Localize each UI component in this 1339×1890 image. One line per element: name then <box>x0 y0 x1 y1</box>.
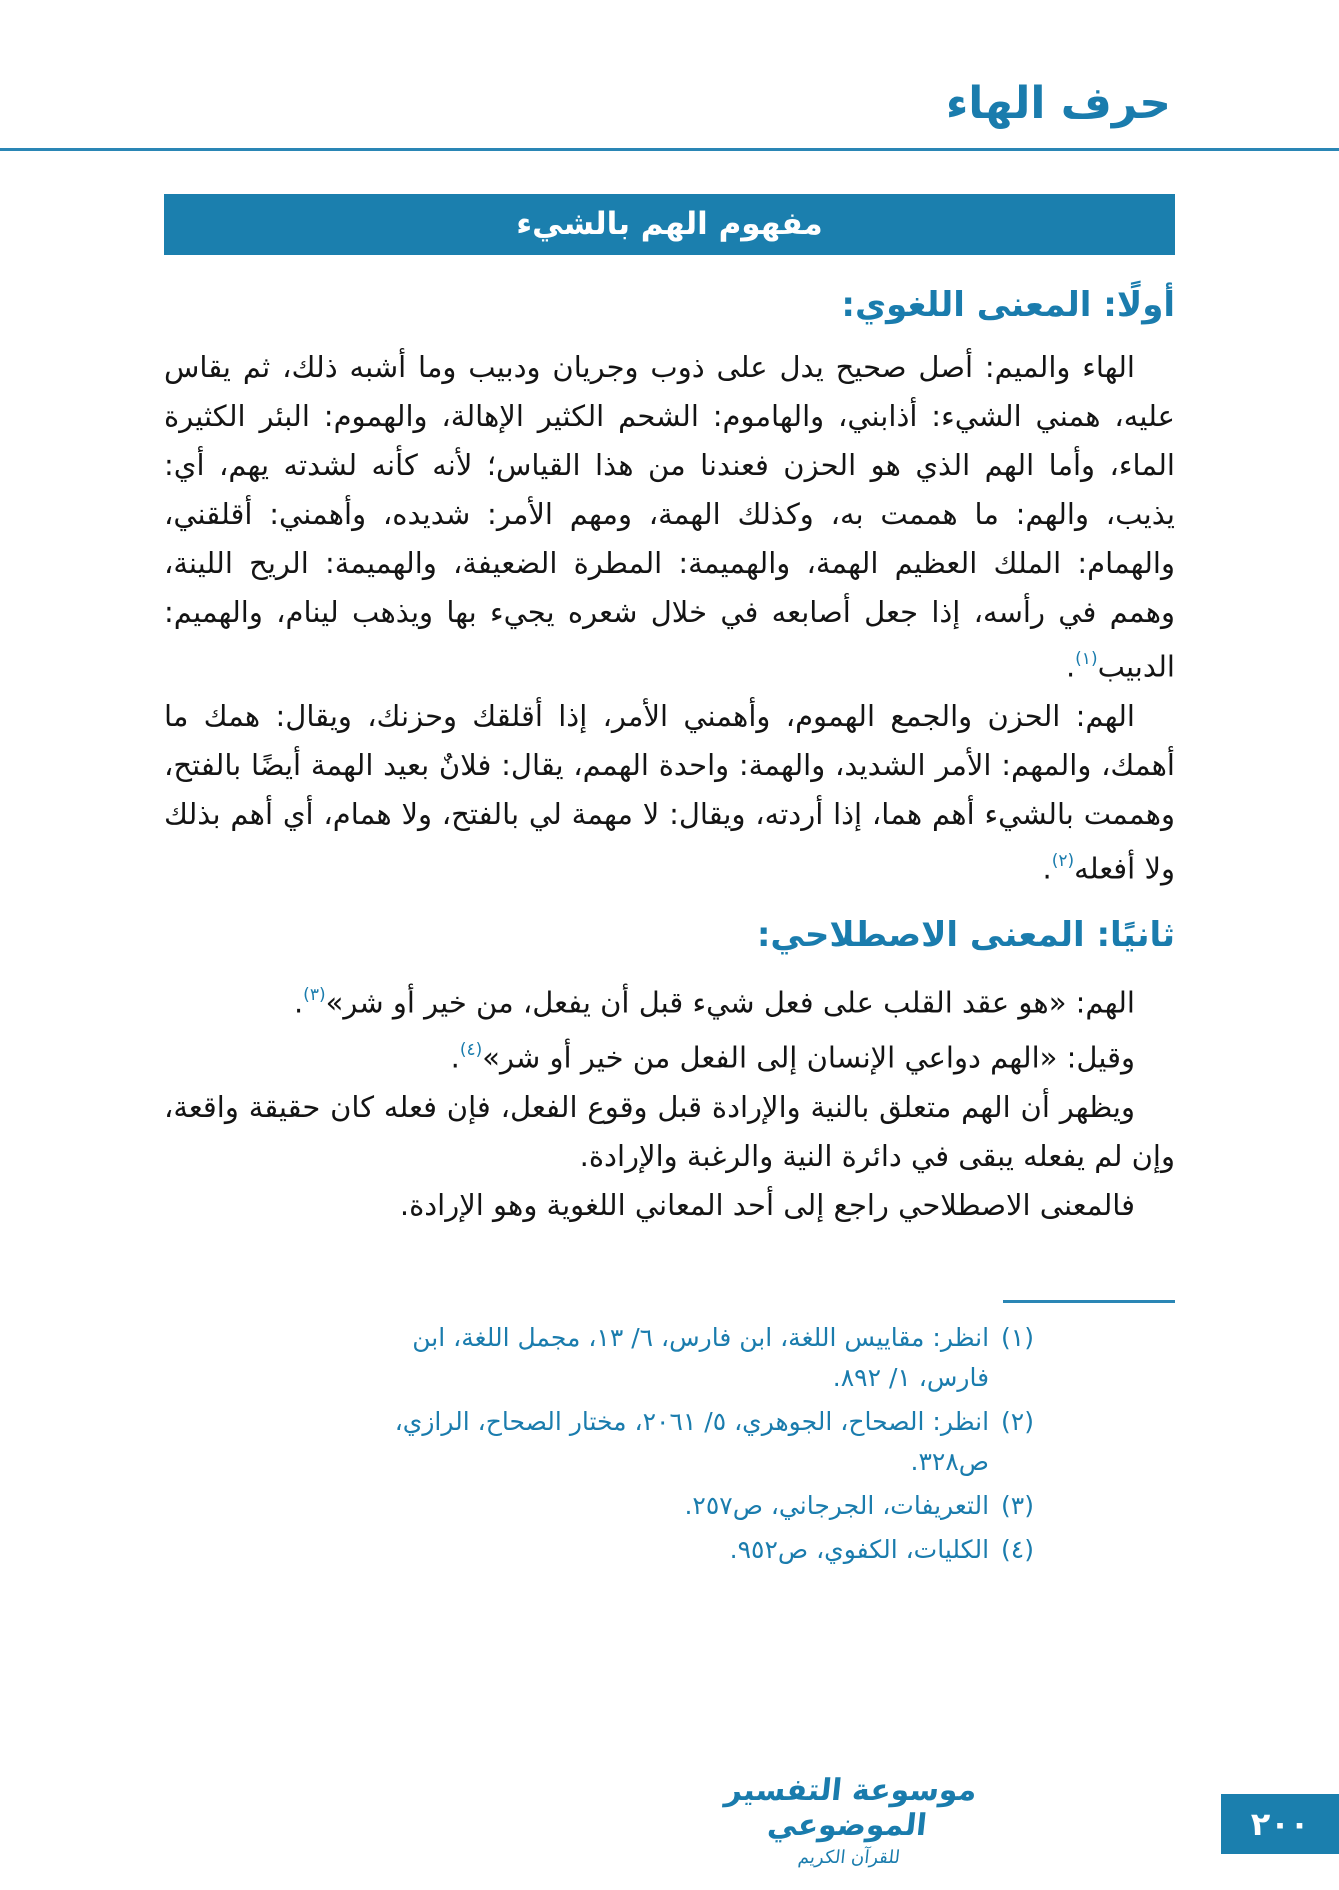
footnote-text: التعريفات، الجرجاني، ص٢٥٧. <box>684 1491 990 1520</box>
paragraph-commentary: ويظهر أن الهم متعلق بالنية والإرادة قبل وقوع الفعل، فإن فعله كان حقيقة واقعة، وإن لم يفعله يبقى في دائرة النية والرغبة والإرادة. <box>164 1089 1175 1173</box>
heading-terminological-meaning: ثانيًا: المعنى الاصطلاحي: <box>756 915 1175 956</box>
chapter-title: حرف الهاء <box>945 78 1171 129</box>
footnote-number: (٣) <box>1001 1491 1034 1520</box>
paragraph-definition-2 <box>164 1028 1175 1083</box>
page-number: ٢٠٠ <box>1250 1805 1310 1843</box>
footnote-marker-4: (٤) <box>459 1039 483 1060</box>
footnote-text: انظر: مقاييس اللغة، ابن فارس، ٦/ ١٣، مجمل اللغة، ابن فارس، ١/ ٨٩٢. <box>412 1323 990 1392</box>
footnote-text: انظر: الصحاح، الجوهري، ٥/ ٢٠٦١، مختار الصحاح، الرازي، ص٣٢٨. <box>394 1407 990 1476</box>
publisher-logo <box>699 1773 999 1868</box>
paragraph-conclusion: فالمعنى الاصطلاحي راجع إلى أحد المعاني اللغوية وهو الإرادة. <box>399 1187 1135 1222</box>
paragraph-tail: . <box>293 985 304 1020</box>
paragraph-tail: . <box>1042 851 1052 886</box>
footnote-number: (٤) <box>1001 1535 1034 1564</box>
paragraph-text: الهم: الحزن والجمع الهموم، وأهمني الأمر، إذا أقلقك وحزنك، ويقال: همك ما أهمك، والمهم: الأمر الشديد، والهمة: واحدة الهمم، يقال: فلانٌ بعيد الهمة أيضًا بالفتح، وهممت بالشيء أهم هما، إذا أردته، ويقال: لا مهمة لي بالفتح، ولا همام، أي أهم بذلك ولا أفعله <box>164 698 1175 886</box>
paragraph-tail: . <box>1065 649 1076 684</box>
footnote-marker-2: (٢) <box>1051 850 1075 871</box>
footnote-marker-1: (١) <box>1075 649 1098 669</box>
paragraph-lexical-2 <box>164 692 1175 894</box>
paragraph-text: الهاء والميم: أصل صحيح يدل على ذوب وجريان ودبيب وما أشبه ذلك، ثم يقاس عليه، همني الشيء: أذابني، والهاموم: الشحم الكثير الإهالة، والهموم: البئر الكثيرة الماء، وأما الهم الذي هو الحزن فعندنا من هذا القياس؛ لأنه كأنه لشدته يهم، أي: يذيب، والهم: ما هممت به، وكذلك الهمة، ومهم الأمر: شديده، وأهمني: أقلقني، والهمام: الملك العظيم الهمة، والهميمة: المطرة الضعيفة، والهميمة: الريح اللينة، وهمم في رأسه، إذا جعل أصابعه في خلال شعره يجيء بها ويذهب لينام، والهميم: الدبيب <box>164 350 1175 684</box>
footnote-number: (٢) <box>1001 1407 1034 1436</box>
footnote-text: الكليات، الكفوي، ص٩٥٢. <box>729 1535 990 1564</box>
paragraph-text: وقيل: «الهم دواعي الإنسان إلى الفعل من خير أو شر» <box>482 1040 1135 1075</box>
header-divider <box>0 148 1339 151</box>
footnote-divider <box>1003 1300 1175 1303</box>
paragraph-tail: . <box>450 1040 460 1075</box>
paragraph-text: الهم: «هو عقد القلب على فعل شيء قبل أن يفعل، من خير أو شر» <box>325 985 1135 1020</box>
paragraph-definition-1 <box>164 973 1175 1028</box>
section-banner-title: مفهوم الهم بالشيء <box>516 206 823 242</box>
page-content <box>164 194 1175 1230</box>
heading-lexical-meaning: أولًا: المعنى اللغوي: <box>841 285 1175 325</box>
footnote-item-2 <box>345 1402 1034 1482</box>
section-banner <box>164 194 1175 255</box>
page-number-badge <box>1221 1794 1339 1854</box>
footnote-marker-3: (٣) <box>303 985 326 1006</box>
footnotes-block <box>345 1318 1034 1574</box>
footnote-item-4 <box>345 1530 1034 1570</box>
paragraph-lexical-1 <box>164 343 1175 692</box>
footnote-item-3 <box>345 1486 1034 1526</box>
footnote-number: (١) <box>1001 1323 1034 1352</box>
publisher-logo-title: موسوعة التفسير الموضوعي <box>723 1773 979 1843</box>
publisher-logo-subtitle: للقرآن الكريم <box>797 1847 901 1868</box>
footnote-item-1 <box>345 1318 1034 1398</box>
